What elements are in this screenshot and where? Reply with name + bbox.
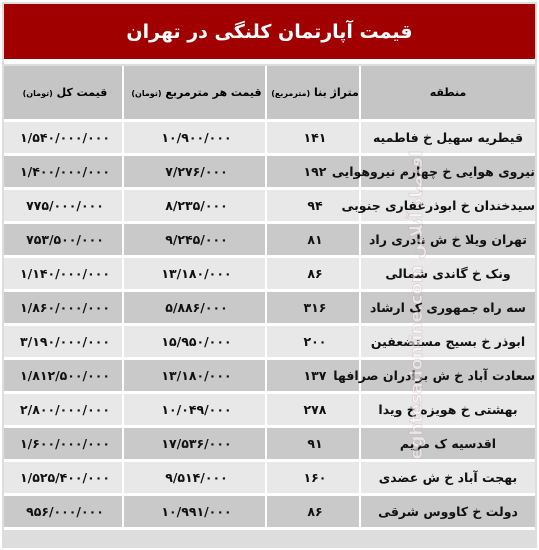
table-row: [4, 428, 535, 462]
price-per-meter-cell: ۸/۲۳۵/۰۰۰: [124, 190, 267, 224]
page-title: قیمت آپارتمان کلنگی در تهران: [126, 20, 413, 43]
area-cell: ۸۱: [267, 224, 361, 258]
table-header-row: [4, 66, 535, 122]
total-price-cell: ۷۵۳/۵۰۰/۰۰۰: [4, 224, 124, 258]
price-per-meter-cell: ۱۰/۹۰۰/۰۰۰: [124, 122, 267, 156]
area-cell: ۹۱: [267, 428, 361, 462]
area-cell: ۳۱۶: [267, 292, 361, 326]
total-price-cell: ۱/۴۰۰/۰۰۰/۰۰۰: [4, 156, 124, 190]
area-cell: ۲۷۸: [267, 394, 361, 428]
region-cell: بهجت آباد خ ش عضدی: [361, 462, 535, 496]
total-price-cell: ۱/۸۶۰/۰۰۰/۰۰۰: [4, 292, 124, 326]
region-cell: دولت خ کاووس شرقی: [361, 496, 535, 530]
table-row: [4, 224, 535, 258]
header-total-price: قیمت کل (تومان): [4, 66, 124, 122]
table-row: [4, 190, 535, 224]
total-price-cell: ۱/۸۱۲/۵۰۰/۰۰۰: [4, 360, 124, 394]
total-price-cell: ۱/۵۴۰/۰۰۰/۰۰۰: [4, 122, 124, 156]
price-per-meter-cell: ۱۵/۹۵۰/۰۰۰: [124, 326, 267, 360]
region-cell: اقدسیه ک مریم: [361, 428, 535, 462]
area-cell: ۱۴۱: [267, 122, 361, 156]
area-cell: ۹۴: [267, 190, 361, 224]
region-cell: سه راه جمهوری ک ارشاد: [361, 292, 535, 326]
price-per-meter-cell: ۱۰/۹۹۱/۰۰۰: [124, 496, 267, 530]
price-per-meter-cell: ۱۰/۰۴۹/۰۰۰: [124, 394, 267, 428]
price-table: [4, 66, 535, 530]
area-cell: ۲۰۰: [267, 326, 361, 360]
table-row: [4, 360, 535, 394]
price-per-meter-cell: ۷/۲۷۶/۰۰۰: [124, 156, 267, 190]
table-row: [4, 292, 535, 326]
header-region: منطقه: [361, 66, 535, 122]
price-per-meter-cell: ۱۷/۵۳۶/۰۰۰: [124, 428, 267, 462]
total-price-cell: ۷۷۵/۰۰۰/۰۰۰: [4, 190, 124, 224]
total-price-cell: ۳/۱۹۰/۰۰۰/۰۰۰: [4, 326, 124, 360]
area-cell: ۸۶: [267, 258, 361, 292]
price-per-meter-cell: ۱۳/۱۸۰/۰۰۰: [124, 258, 267, 292]
region-cell: تهران ویلا خ ش نادری راد: [361, 224, 535, 258]
region-cell: ابوذر خ بسیج مستضعفین: [361, 326, 535, 360]
region-cell: قیطریه سهیل خ فاطمیه: [361, 122, 535, 156]
region-cell: نیروی هوایی خ چهارم نیروهوایی: [361, 156, 535, 190]
table-row: [4, 156, 535, 190]
total-price-cell: ۱/۱۴۰/۰۰۰/۰۰۰: [4, 258, 124, 292]
price-per-meter-cell: ۹/۵۱۴/۰۰۰: [124, 462, 267, 496]
total-price-cell: ۹۵۶/۰۰۰/۰۰۰: [4, 496, 124, 530]
table-row: [4, 258, 535, 292]
table-row: [4, 394, 535, 428]
table-row: [4, 462, 535, 496]
area-cell: ۱۹۲: [267, 156, 361, 190]
total-price-cell: ۱/۵۲۵/۴۰۰/۰۰۰: [4, 462, 124, 496]
total-price-cell: ۲/۸۰۰/۰۰۰/۰۰۰: [4, 394, 124, 428]
area-cell: ۸۶: [267, 496, 361, 530]
title-bar: [4, 4, 535, 64]
region-cell: ونک خ گاندی شمالی: [361, 258, 535, 292]
price-per-meter-cell: ۹/۲۴۵/۰۰۰: [124, 224, 267, 258]
area-cell: ۱۶۰: [267, 462, 361, 496]
table-row: [4, 326, 535, 360]
table-row: [4, 496, 535, 530]
header-price-per-meter: قیمت هر مترمربع (تومان): [124, 66, 267, 122]
price-per-meter-cell: ۱۳/۱۸۰/۰۰۰: [124, 360, 267, 394]
table-row: [4, 122, 535, 156]
region-cell: بهشتی خ هویزه خ ویدا: [361, 394, 535, 428]
region-cell: سیدخندان خ ابوذرغفاری جنوبی: [361, 190, 535, 224]
total-price-cell: ۱/۶۰۰/۰۰۰/۰۰۰: [4, 428, 124, 462]
area-cell: ۱۳۷: [267, 360, 361, 394]
price-per-meter-cell: ۵/۸۸۶/۰۰۰: [124, 292, 267, 326]
header-area: متراژ بنا (مترمربع): [267, 66, 361, 122]
watermark-text: eghtesadonline.com اقتصاد آنلاین: [407, 150, 427, 460]
region-cell: سعادت آباد خ ش برادران صرافها: [361, 360, 535, 394]
